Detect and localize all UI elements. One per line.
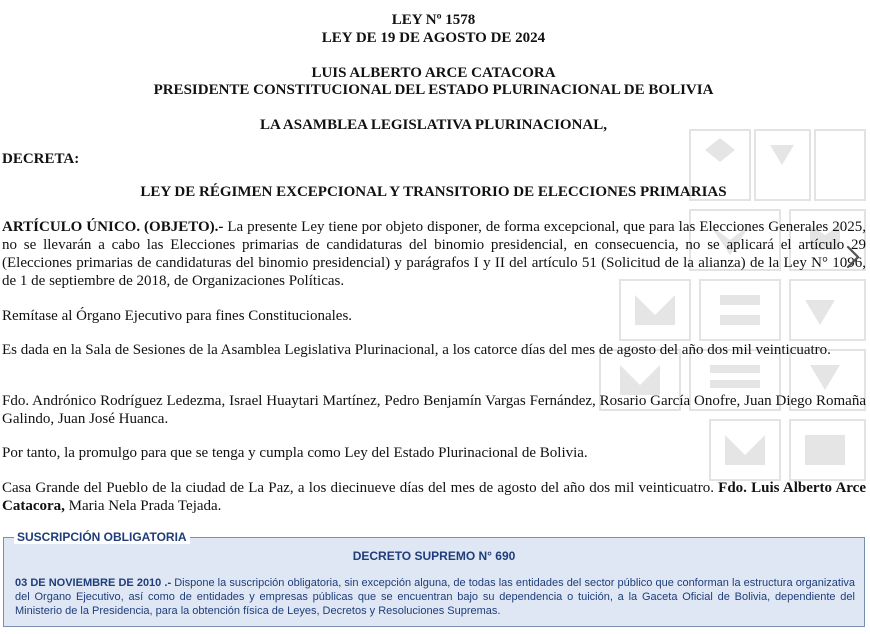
articulo-label: ARTÍCULO ÚNICO. (OBJETO).- bbox=[2, 219, 224, 235]
subscription-notice-box bbox=[3, 530, 865, 627]
firmantes-paragraph: Fdo. Andrónico Rodríguez Ledezma, Israel Huaytari Martínez, Pedro Benjamín Vargas Fernández, Rosario García Onofre, Juan Diego Romaña Galindo, Juan José Huanca. bbox=[2, 393, 866, 427]
coat-of-arms-watermark bbox=[540, 120, 870, 540]
decree-title: DECRETO SUPREMO N° 690 bbox=[352, 549, 516, 563]
promulgation-paragraph: Por tanto, la promulgo para que se tenga y cumpla como Ley del Estado Plurinacional de Bolivia. bbox=[2, 445, 588, 461]
casa-grande-paragraph bbox=[2, 479, 866, 515]
signature-minister: Maria Nela Prada Tejada. bbox=[64, 498, 222, 514]
signature-president: Fdo. Luis Alberto Arce Catacora, bbox=[2, 480, 866, 514]
law-number: LEY Nº 1578 bbox=[391, 12, 476, 28]
decree-description: Dispone la suscripción obligatoria, sin excepción alguna, de todas las entidades del sector público que conforman la estructura organizativa del Organo Ejecutivo, así como de entidades y empresas públicas que se encuentran bajo su dependencia o tuición, a la Gaceta Oficial de Bolivia, dependiente del Ministerio de la Presidencia, para la obtención física de Leyes, Decretos y Resoluciones Supremas. bbox=[15, 577, 856, 617]
law-date: LEY DE 19 DE AGOSTO DE 2024 bbox=[321, 30, 546, 46]
decree-date: 03 DE NOVIEMBRE DE 2010 .- bbox=[15, 577, 172, 589]
law-title: LEY DE RÉGIMEN EXCEPCIONAL Y TRANSITORIO DE ELECCIONES PRIMARIAS bbox=[140, 184, 727, 200]
president-title: PRESIDENTE CONSTITUCIONAL DEL ESTADO PLURINACIONAL DE BOLIVIA bbox=[153, 82, 714, 98]
remitase-paragraph: Remítase al Órgano Ejecutivo para fines Constitucionales. bbox=[2, 308, 353, 324]
subscription-legend: SUSCRIPCIÓN OBLIGATORIA bbox=[14, 530, 190, 544]
subscription-text bbox=[15, 576, 855, 618]
casa-grande-text: Casa Grande del Pueblo de la ciudad de La Paz, a los diecinueve días del mes de agosto del año dos mil veinticuatro. bbox=[2, 480, 719, 496]
chevron-right-icon[interactable] bbox=[843, 244, 863, 270]
dada-paragraph: Es dada en la Sala de Sesiones de la Asamblea Legislativa Plurinacional, a los catorce días del mes de agosto del año dos mil veinticuatro. bbox=[2, 342, 831, 358]
articulo-text: La presente Ley tiene por objeto disponer, de forma excepcional, que para las Elecciones Generales 2025, no se llevarán a cabo las Elecciones primarias de candidaturas del binomio presidencial, en consecuencia, no se aplicará el artículo 29 (Elecciones primarias de candidaturas del binomio presidencial) y parágrafos I y II del artículo 51 (Solicitud de la alianza) de la Ley N° 1096, de 1 de septiembre de 2018, de Organizaciones Políticas. bbox=[2, 219, 866, 289]
president-name: LUIS ALBERTO ARCE CATACORA bbox=[311, 65, 556, 81]
articulo-unico-paragraph bbox=[2, 218, 866, 290]
assembly-heading: LA ASAMBLEA LEGISLATIVA PLURINACIONAL, bbox=[259, 117, 608, 133]
decreta-heading: DECRETA: bbox=[2, 151, 80, 167]
